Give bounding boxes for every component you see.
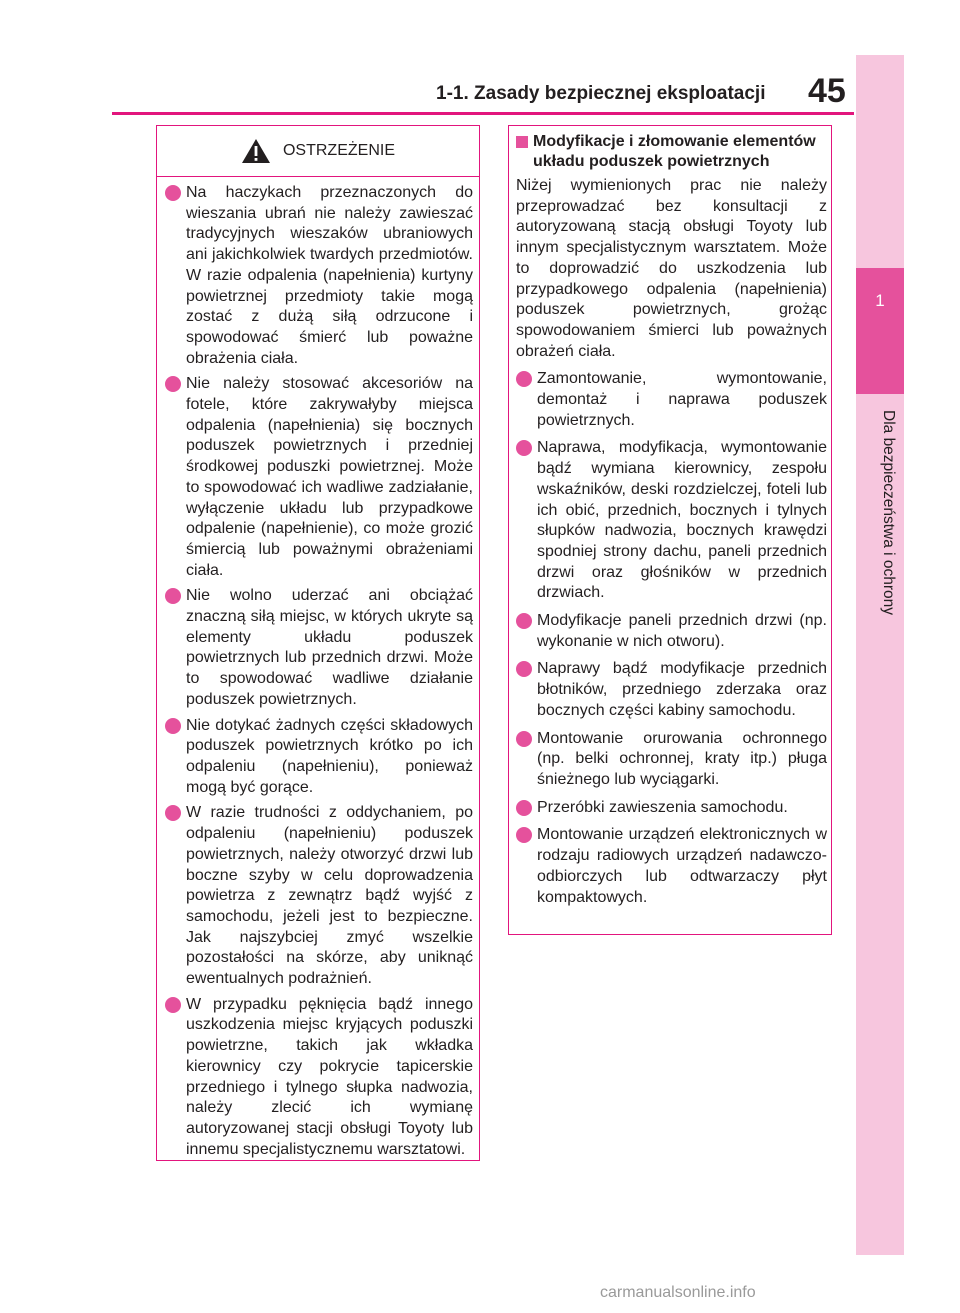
warning-item-text: Na haczykach przeznaczonych do wieszania ubrań nie należy zawieszać tradycyjnych wieszaków ubraniowych ani jakichkolwiek twardych przedmiotów. W razie odpalenia (napełnienia) kurtyny powietrznej przedmioty takie mogą zostać z dużą siłą odrzucone i spowodować śmierć lub poważne obrażenia ciała.: [186, 184, 473, 367]
info-item-text: Naprawy bądź modyfikacje przednich błotników, przedniego zderzaka oraz bocznych części kabiny samochodu.: [537, 660, 827, 719]
warning-item: [165, 995, 473, 1161]
warning-item: [165, 374, 473, 581]
bullet-icon: [165, 376, 181, 392]
footer-watermark: carmanualsonline.info: [600, 1284, 756, 1301]
info-item: [516, 729, 827, 791]
chapter-number: 1: [875, 291, 885, 310]
info-item: [516, 825, 827, 908]
bullet-icon: [516, 440, 532, 456]
warning-item-text: Nie dotykać żadnych części składowych poduszek powietrznych krótko po ich odpaleniu (napełnieniu), ponieważ mogą być gorące.: [186, 716, 473, 796]
bullet-icon: [516, 800, 532, 816]
section-title: 1-1. Zasady bezpiecznej eksploatacji: [436, 83, 766, 104]
bullet-icon: [516, 371, 532, 387]
warning-item: [165, 183, 473, 369]
chapter-number-tab: [856, 268, 904, 394]
info-item-text: Zamontowanie, wymontowanie, demontaż i naprawa poduszek powietrznych.: [537, 370, 827, 429]
warning-item: [165, 716, 473, 799]
info-item-text: Modyfikacje paneli przednich drzwi (np. wykonanie w nich otworu).: [537, 612, 827, 650]
bullet-icon: [165, 588, 181, 604]
warning-item-text: W razie trudności z oddychaniem, po odpaleniu (napełnieniu) poduszek powietrznych, należy otworzyć drzwi lub boczne szyby w celu doprowadzenia powietrza z zewnątrz bądź wyjść z samochodu, jeżeli jest to bezpieczne. Jak najszybciej zmyć wszelkie pozostałości na skórze, aby uniknąć ewentualnych podrażnień.: [186, 804, 473, 988]
bullet-icon: [516, 827, 532, 843]
info-item: [516, 798, 827, 819]
info-list: [516, 369, 827, 908]
bullet-icon: [516, 613, 532, 629]
warning-box: [156, 125, 480, 1161]
warning-item-text: Nie należy stosować akcesoriów na fotele, które zakrywałyby miejsca odpalenia (napełnienia) się bocznych poduszek powietrznych i przedniej środkowej poduszki powietrznej. Może to spowodować ich wadliwe zadziałanie, wyłączenie układu lub przypadkowe odpalenie (napełnienie), co może grozić śmiercią lub poważnymi obrażeniami ciała.: [186, 375, 473, 579]
info-item-text: Przeróbki zawieszenia samochodu.: [537, 798, 788, 816]
bullet-icon: [165, 718, 181, 734]
bullet-icon: [165, 805, 181, 821]
info-item: [516, 438, 827, 604]
bullet-icon: [165, 997, 181, 1013]
side-tab: [856, 55, 904, 1255]
chapter-title: Dla bezpieczeństwa i ochrony: [880, 410, 897, 616]
header-rule: [112, 112, 854, 115]
info-item-text: Naprawa, modyfikacja, wymontowanie bądź wymiana kierownicy, zespołu wskaźników, deski rozdzielczej, foteli lub ich obić, przednich, bocznych i tylnych słupków nadwozia, bocznych krawędzi spodniej strony dachu, paneli przednich drzwi oraz głośników w przednich drzwiach.: [537, 439, 827, 602]
warning-header: [157, 126, 479, 177]
warning-item: [165, 803, 473, 989]
info-heading-text: Modyfikacje i złomowanie elementów układu poduszek powietrznych: [533, 133, 816, 170]
page-number: 45: [808, 72, 846, 110]
info-box: [508, 125, 832, 935]
square-bullet-icon: [516, 136, 528, 148]
bullet-icon: [516, 731, 532, 747]
warning-triangle-icon: [241, 138, 271, 164]
info-item: [516, 369, 827, 431]
warning-item-text: Nie wolno uderzać ani obciążać znaczną siłą miejsc, w których ukryte są elementy układu poduszek powietrznych lub przednich drzwi. Może to spowodować wadliwe działanie poduszek powietrznych.: [186, 587, 473, 708]
info-item-text: Montowanie orurowania ochronnego (np. belki ochronnej, kraty itp.) pługa śnieżnego lub wyciągarki.: [537, 729, 827, 788]
info-item-text: Montowanie urządzeń elektronicznych w rodzaju radiowych urządzeń nadawczo-odbiorczych lub odtwarzaczy płyt kompaktowych.: [537, 826, 827, 906]
info-item: [516, 659, 827, 721]
bullet-icon: [516, 661, 532, 677]
warning-item: [165, 586, 473, 710]
warning-item-text: W przypadku pęknięcia bądź innego uszkodzenia miejsc kryjących poduszki powietrzne, takich jak wkładka kierownicy czy pokrycie tapicerskie przedniego i tylnego słupka nadwozia, należy zlecić ich wymianę autoryzowanej stacji obsługi Toyoty lub innemu specjalistycznemu warsztatowi.: [186, 995, 473, 1158]
info-item: [516, 611, 827, 652]
info-intro: Niżej wymienionych prac nie należy przeprowadzać bez konsultacji z autoryzowaną stacją obsługi Toyoty lub innym specjalistycznym warsztatem. Może to doprowadzić do uszkodzenia lub przypadkowego odpalenia (napełnienia) poduszek powietrznych, grożąc spowodowaniem śmierci lub poważnych obrażeń ciała.: [516, 177, 827, 360]
warning-list: [157, 183, 479, 1160]
info-heading: [516, 132, 827, 172]
bullet-icon: [165, 185, 181, 201]
warning-title: OSTRZEŻENIE: [282, 142, 395, 159]
